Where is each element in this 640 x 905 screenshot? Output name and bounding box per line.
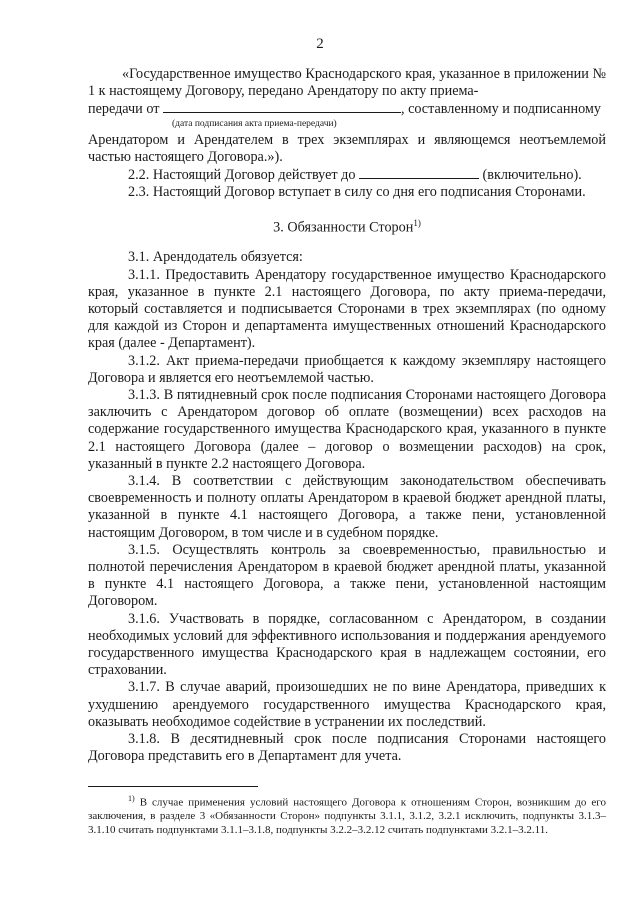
footnote-ref[interactable]: 1): [413, 218, 421, 229]
clause-3-1-8: 3.1.8. В десятидневный срок после подписания Сторонами настоящего Договора представить его в Департамент для учета.: [88, 731, 606, 765]
clause-3-1-2: 3.1.2. Акт приема-передачи приобщается к каждому экземпляру настоящего Договора и является его неотъемлемой частью.: [88, 352, 606, 386]
clause-3-1-7: 3.1.7. В случае аварий, произошедших не по вине Арендатора, приведших к ухудшению арендуемого государственного имущества Краснодарского края, оказывать необходимое содействие в устранении их последствий.: [88, 679, 606, 730]
clause-2-2-text: 2.2. Настоящий Договор действует до: [128, 167, 356, 184]
document-body: [88, 66, 606, 765]
footnote-mark: 1): [128, 794, 135, 803]
clause-2-2-tail: (включительно).: [482, 167, 582, 184]
page-number: 2: [316, 36, 324, 52]
section-3-heading: [88, 215, 606, 237]
act-date-label: передачи от: [88, 101, 160, 118]
intro-paragraph: [88, 66, 606, 100]
clause-3-1-4: 3.1.4. В соответствии с действующим законодательством обеспечивать своевременность и полноту оплаты Арендатором в краевой бюджет арендной платы, указанной в пункте 4.1 настоящего Договора, а также пени, установленной настоящим Договором, в том числе и в судебном порядке.: [88, 473, 606, 541]
footnote-text: В случае применения условий настоящего Договора к отношениям Сторон, возникшим до его заключения, в разделе 3 «Обязанности Сторон» подпункты 3.1.1, 3.1.2, 3.2.1 исключить, подпункты 3.1.3–3.1.10 считать подпунктами 3.1.1–3.1.8, подпункты 3.2.2–3.2.12 считать подпунктами 3.2.1–3.2.11.: [88, 796, 606, 836]
footnote-divider: [88, 786, 258, 787]
intro-continuation: Арендатором и Арендателем в трех экземплярах и являющемся неотъемлемой частью настоящего Договора.»).: [88, 131, 606, 165]
act-date-tail: , составленному и подписанному: [400, 101, 601, 118]
clause-3-1-3: 3.1.3. В пятидневный срок после подписания Сторонами настоящего Договора заключить с Арендатором договор об оплате (возмещении) всех расходов на содержание государственного имущества Краснодарского края, указанного в пункте 2.1 настоящего Договора (далее – договор о возмещении расходов) на срок, указанный в пункте 2.2 настоящего Договора.: [88, 386, 606, 472]
term-end-blank[interactable]: [359, 166, 479, 179]
act-date-row: [88, 100, 606, 118]
intro-text: «Государственное имущество Краснодарского края, указанное в приложении № 1 к настоящему Договору, передано Арендатору по акту приема-: [88, 66, 606, 100]
clause-3-1-5: 3.1.5. Осуществлять контроль за своевременностью, правильностью и полнотой перечисления Арендатором в краевой бюджет арендной платы, указанной в пункте 4.1 настоящего Договора, а также пени, установленной настоящим Договором.: [88, 541, 606, 610]
act-date-blank[interactable]: [163, 100, 401, 113]
clause-3-1-1: 3.1.1. Предоставить Арендатору государственное имущество Краснодарского края, указанное в пункте 2.1 настоящего Договора, по акту приема-передачи, который составляется и подписывается Сторонами в трех экземплярах (по одному для каждой из Сторон и департамента имущественных отношений Краснодарского края (далее - Департамент).: [88, 266, 606, 352]
clause-3-1-6: 3.1.6. Участвовать в порядке, согласованном с Арендатором, в создании необходимых условий для эффективного использования и поддержания арендуемого государственного имущества Краснодарского края в надлежащем состоянии, его страховании.: [88, 610, 606, 679]
section-3-title: 3. Обязанности Сторон: [273, 220, 414, 237]
clause-3-1: 3.1. Арендодатель обязуется:: [128, 249, 303, 266]
clause-2-2: [88, 166, 606, 184]
footnote: [88, 792, 606, 837]
act-date-caption: (дата подписания акта приема-передачи): [172, 118, 337, 129]
clause-2-3: 2.3. Настоящий Договор вступает в силу со дня его подписания Сторонами.: [128, 184, 586, 201]
